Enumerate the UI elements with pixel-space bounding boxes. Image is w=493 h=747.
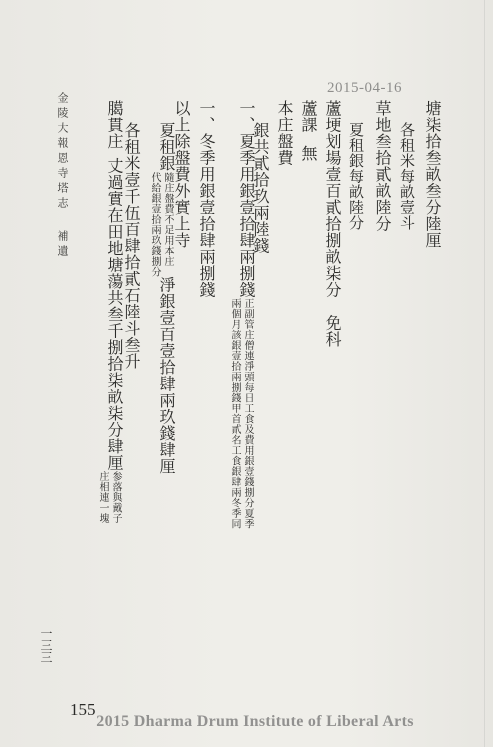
column-7-estate-expenses: 本庄盤費 xyxy=(275,100,294,166)
summer-rent-note-right: 隨庄盤費不足用本庄 xyxy=(162,171,173,266)
column-1-pond-area: 塘柒拾叁畝叁分陸厘 xyxy=(423,100,442,249)
column-14-lagong-estate xyxy=(96,100,122,524)
column-12-summer-rent-net xyxy=(148,122,174,475)
column-5-reed-embankment: 蘆埂划場壹百貳拾捌畝柒分 免科 xyxy=(323,100,342,348)
book-title: 金陵大報恩寺塔志 xyxy=(56,92,69,212)
column-13-rent-rice-total: 各租米壹千伍百肆拾貳石陸斗叁升 xyxy=(122,122,141,370)
reed-tax-value: 無 xyxy=(299,145,318,162)
running-header xyxy=(57,92,68,260)
estate-note xyxy=(96,471,122,524)
date-watermark: 2015-04-16 xyxy=(327,80,402,96)
summer-expense-note xyxy=(228,298,254,529)
column-2-rent-rice: 各租米每畝壹斗 xyxy=(398,122,416,231)
column-3-grassland: 草地叁拾貳畝陸分 xyxy=(373,100,392,232)
summer-rent-net: 淨銀壹百壹拾肆兩玖錢肆厘 xyxy=(157,276,176,475)
side-page-mark: 一三三 xyxy=(39,627,53,663)
summer-expense-note-left: 兩個月該銀壹拾兩捌錢甲首貳名工食銀肆兩冬季同 xyxy=(229,298,240,529)
estate-name: 臈貫庄 xyxy=(105,100,124,150)
column-4-summer-rent: 夏租銀每畝陸分 xyxy=(347,122,365,231)
summer-expense-main: 一、夏季用銀壹拾肆兩捌錢 xyxy=(237,100,256,298)
column-9-summer-expense xyxy=(228,100,254,529)
column-6-reed-tax xyxy=(300,100,316,162)
estate-measured-area: 丈過實在田地塘蕩共叁千捌拾柒畝柒分肆厘 xyxy=(105,157,124,471)
summer-rent-note-left: 代給銀壹拾兩玖錢捌分 xyxy=(149,171,160,277)
column-8-total-silver: 銀共貳拾玖兩陸錢 xyxy=(251,122,270,254)
page-gutter xyxy=(484,0,485,747)
column-11-net-remittance: 以上除盤費外實上寺 xyxy=(172,100,191,249)
section-name: 補遺 xyxy=(56,230,69,260)
estate-note-left: 庄相連一塊 xyxy=(97,471,108,524)
summer-rent-note xyxy=(148,172,174,277)
estate-note-right: 参落與戴子 xyxy=(110,471,121,524)
page-number: 155 xyxy=(70,700,96,719)
summer-expense-note-right: 正副管庄僧連淨頭每日工食及費用銀壹錢捌分夏季 xyxy=(242,298,253,529)
institute-watermark: 2015 Dharma Drum Institute of Liberal Arts xyxy=(96,713,414,730)
summer-rent-label: 夏租銀 xyxy=(157,122,176,172)
reed-tax-label: 蘆課 xyxy=(299,100,318,133)
column-10-winter-expense: 一、冬季用銀壹拾肆兩捌錢 xyxy=(197,100,216,298)
